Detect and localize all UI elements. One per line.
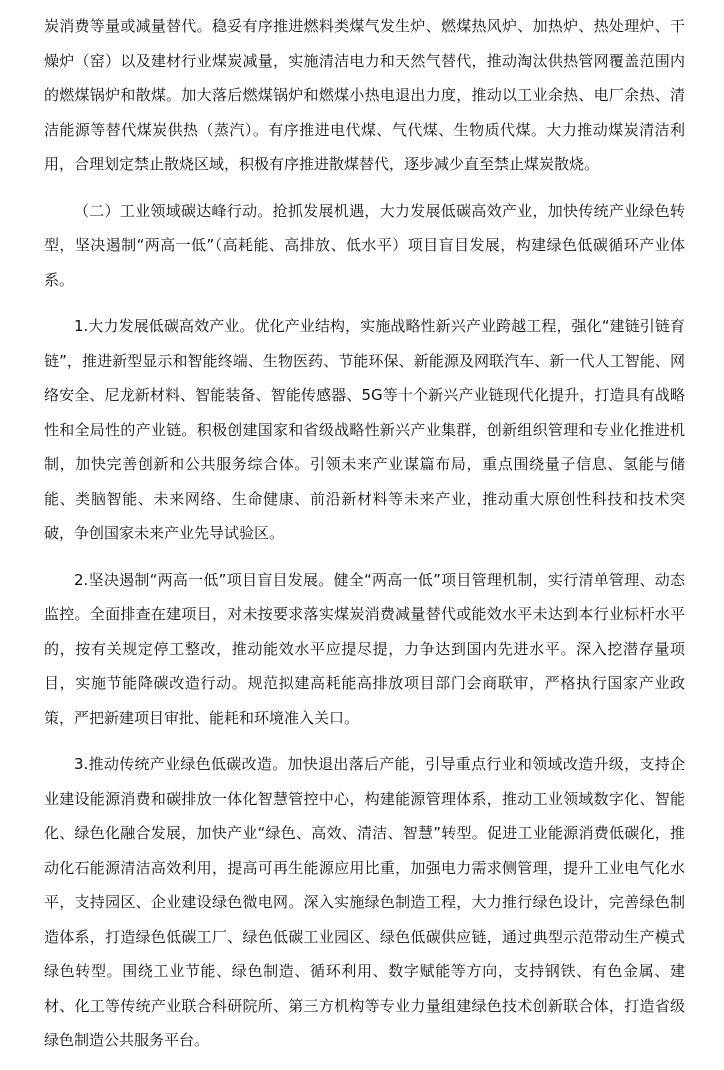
paragraph-traditional-industry: 3.推动传统产业绿色低碳改造。加快退出落后产能，引导重点行业和领域改造升级，支持企业建设能源消费和碳排放一体化智慧管控中心，构建能源管理体系，推动工业领域数字化、智能化、绿色化融合发展，加快产业“绿色、高效、清洁、智慧”转型。促进工业能源消费低碳化，推动化石能源清洁高效利用，提高可再生能源应用比重，加强电力需求侧管理，提升工业电气化水平，支持园区、企业建设绿色微电网。深入实施绿色制造工程，大力推行绿色设计，完善绿色制造体系，打造绿色低碳工厂、绿色低碳工业园区、绿色低碳供应链，通过典型示范带动生产模式绿色转型。围绕工业节能、绿色制造、循环利用、数字赋能等方向，支持钢铁、有色金属、建材、化工等传统产业联合科研院所、第三方机构等专业力量组建绿色技术创新联合体，打造省级绿色制造公共服务平台。: [44, 755, 685, 1049]
document-page: [44, 9, 685, 1070]
paragraph-coal-substitution: 炭消费等量或减量替代。稳妥有序推进燃料类煤气发生炉、燃煤热风炉、加热炉、热处理炉、干燥炉（窑）以及建材行业煤炭减量，实施清洁电力和天然气替代，推动淘汰供热管网覆盖范围内的燃煤锅炉和散煤。加大落后燃煤锅炉和燃煤小热电退出力度，推动以工业余热、电厂余热、清洁能源等替代煤炭供热（蒸汽）。有序推进电代煤、气代煤、生物质代煤。大力推动煤炭清洁利用，合理划定禁止散烧区域，积极有序推进散煤替代，逐步减少直至禁止煤炭散烧。: [44, 17, 685, 173]
paragraph-industry-peak-action: （二）工业领域碳达峰行动。抢抓发展机遇，大力发展低碳高效产业，加快传统产业绿色转型，坚决遏制“两高一低”（高耗能、高排放、低水平）项目盲目发展，构建绿色低碳循环产业体系。: [44, 201, 685, 289]
paragraph-two-high-one-low: 2.坚决遏制“两高一低”项目盲目发展。健全“两高一低”项目管理机制，实行清单管理、动态监控。全面排查在建项目，对未按要求落实煤炭消费减量替代或能效水平未达到本行业标杆水平的，按有关规定停工整改，推动能效水平应提尽提，力争达到国内先进水平。深入挖潜存量项目，实施节能降碳改造行动。规范拟建高耗能高排放项目部门会商联审，严格执行国家产业政策，严把新建项目审批、能耗和环境准入关口。: [44, 570, 685, 727]
paragraph-low-carbon-industry: 1.大力发展低碳高效产业。优化产业结构，实施战略性新兴产业跨越工程，强化“建链引链育链”，推进新型显示和智能终端、生物医药、节能环保、新能源及网联汽车、新一代人工智能、网络安全、尼龙新材料、智能装备、智能传感器、5G等十个新兴产业链现代化提升，打造具有战略性和全局性的产业链。积极创建国家和省级战略性新兴产业集群，创新组织管理和专业化推进机制，加快完善创新和公共服务综合体。引领未来产业谋篇布局，重点围绕量子信息、氢能与储能、类脑智能、未来网络、生命健康、前沿新材料等未来产业，推动重大原创性科技和技术突破，争创国家未来产业先导试验区。: [44, 317, 685, 542]
